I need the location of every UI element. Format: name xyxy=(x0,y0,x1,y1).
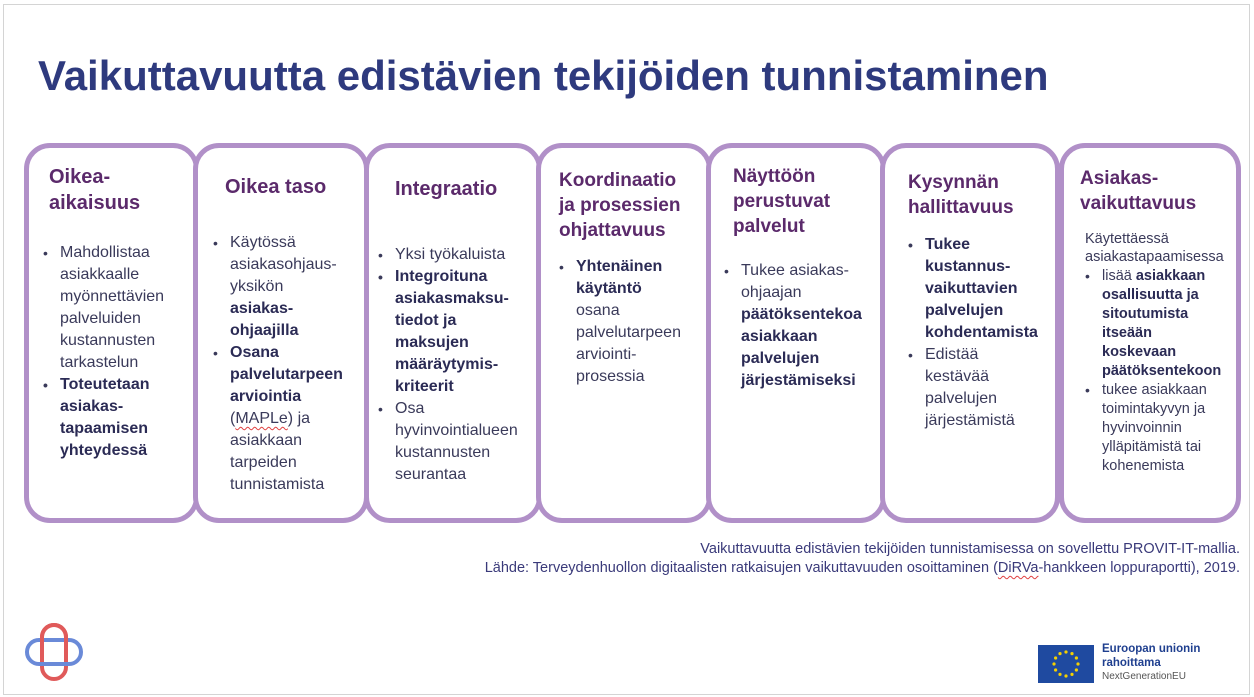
card-title: Integraatio xyxy=(395,178,498,200)
card-kysynnan-hallittavuus xyxy=(880,143,1060,523)
card-list xyxy=(724,260,886,392)
eu-star-icon xyxy=(1054,668,1057,671)
list-item: • Käytössä asiakasohjaus- yksikön asiakas- ohjaajilla xyxy=(213,234,337,339)
card-title: Näyttöön perustuvat palvelut xyxy=(733,166,831,237)
source-line-1: Vaikuttavuutta edistävien tekijöiden tunnistamisessa on sovellettu PROVIT-IT-mallia. xyxy=(700,541,1240,557)
card-asiakasvaikuttavuus xyxy=(1059,143,1241,523)
card-title: Oikea taso xyxy=(225,176,327,198)
card-list xyxy=(559,256,712,388)
eu-star-icon xyxy=(1058,673,1061,676)
list-item: • Toteutetaan asiakas- tapaamisen yhteydessä xyxy=(43,376,150,459)
list-item: • lisää asiakkaan osallisuutta ja sitoutumista itseään koskevaan päätöksentekoon xyxy=(1085,268,1222,379)
eu-star-icon xyxy=(1052,662,1055,665)
eu-star-icon xyxy=(1075,656,1078,659)
card-oikea-aikaisuus xyxy=(24,143,199,523)
source-note xyxy=(485,540,1240,578)
eu-funding-label: Euroopan unionin rahoittama NextGenerationEU xyxy=(1102,643,1201,682)
source-line-2: Lähde: Terveydenhuollon digitaalisten ratkaisujen vaikuttavuuden osoittaminen (DiRVa-hankkeen loppuraportti), 2019. xyxy=(484,560,1240,576)
card-nayttoon xyxy=(706,143,886,523)
card-title: Asiakas- vaikuttavuus xyxy=(1080,168,1197,214)
card-koordinaatio xyxy=(536,143,712,523)
organisation-logo-icon xyxy=(24,622,84,682)
list-item: • Osana palvelutarpeen arviointia (MAPLe) ja asiakkaan tarpeiden tunnistamista xyxy=(213,344,343,493)
list-item: • Integroituna asiakasmaksu- tiedot ja maksujen määräytymis- kriteerit xyxy=(378,268,509,395)
eu-star-icon xyxy=(1076,662,1079,665)
eu-star-icon xyxy=(1070,673,1073,676)
eu-star-icon xyxy=(1058,652,1061,655)
list-item: • tukee asiakkaan toimintakyvyn ja hyvinvoinnin ylläpitämistä tai kohenemista xyxy=(1085,382,1207,474)
page-title: Vaikuttavuutta edistävien tekijöiden tunnistaminen xyxy=(38,52,1049,99)
card-title: Koordinaatio ja prosessien ohjattavuus xyxy=(559,170,681,241)
list-item: • Edistää kestävää palvelujen järjestämistä xyxy=(908,346,1015,429)
eu-flag-icon xyxy=(1038,645,1094,683)
list-item: • Tukee kustannus- vaikuttavien palvelujen kohdentamista xyxy=(908,236,1038,341)
card-list xyxy=(43,242,199,462)
card-title: Oikea- aikaisuus xyxy=(49,166,141,214)
card-integraatio xyxy=(364,143,542,523)
card-list xyxy=(908,234,1060,432)
card-intro: Käytettäessä asiakastapaamisessa xyxy=(1085,231,1224,265)
eu-star-icon xyxy=(1075,668,1078,671)
eu-star-icon xyxy=(1064,650,1067,653)
card-list xyxy=(213,232,369,496)
eu-star-icon xyxy=(1070,652,1073,655)
card-oikea-taso xyxy=(193,143,369,523)
card-list xyxy=(378,244,542,486)
list-item: • Mahdollistaa asiakkaalle myönnettävien palveluiden kustannusten tarkastelun xyxy=(43,244,165,371)
card-list xyxy=(1085,267,1241,476)
eu-star-icon xyxy=(1054,656,1057,659)
list-item: • Yhtenäinen käytäntö osana palvelutarpeen arviointi- prosessia xyxy=(559,258,681,385)
card-title: Kysynnän hallittavuus xyxy=(908,172,1014,218)
list-item: • Yksi työkaluista xyxy=(378,246,506,263)
list-item: • Osa hyvinvointialueen kustannusten seurantaa xyxy=(378,400,518,483)
eu-star-icon xyxy=(1064,674,1067,677)
list-item: • Tukee asiakas- ohjaajan päätöksentekoa asiakkaan palvelujen järjestämiseksi xyxy=(724,262,862,389)
